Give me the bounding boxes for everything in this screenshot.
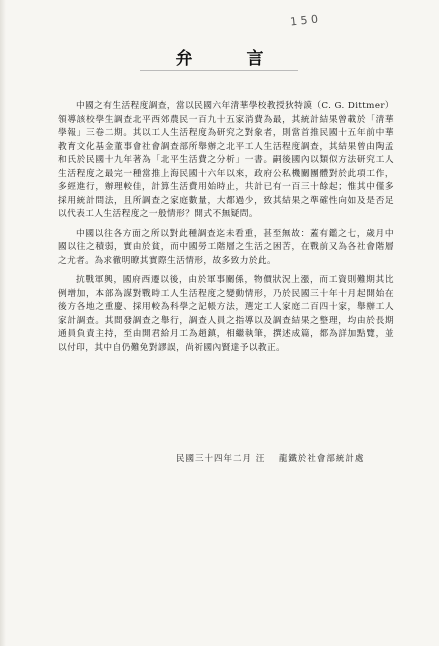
scan-edge-shadow (0, 0, 6, 646)
signature-line (176, 452, 396, 464)
paragraph-2: 中國以往各方面之所以對此種調查迄未看重，甚至無故：蓋有鑑之七，歲月中國以往之積弱，實由於貧，而中國勞工階層之生活之困苦，在戰前又為各社會階層之尤者。為求徹明瞭其實際生活情形，故多致力於此。 (58, 228, 394, 266)
paragraph-3: 抗戰軍興，國府西遷以後，由於軍事關係，物價狀況上漲，而工資則難期其比例增加，本部為謀對戰時工人生活程度之變動情形，乃於民國三十年十月起開始在後方各地之重慶、採用較為科學之記帳方法，選定工人家庭二百四十家，舉辦工人家計調查。其間發調查之舉行，調查人員之指導以及調查結果之整理，均由於長期通員負責主持，至由開君給月工為趙鎮，相繼執筆，撰述成篇，都為詳加點覽，並以付印，其中自仍難免對謬誤，尚祈國內賢達予以教正。 (58, 275, 394, 353)
title-divider (140, 70, 298, 71)
signature-date: 民國三十四年二月 汪 (176, 454, 266, 464)
paragraph-1: 中國之有生活程度調查，當以民國六年清華學校教授狄特謨（C. G. Dittmer）領導該校學生調查北平西郊農民一百九十五家消費為最，其統計結果曾載於「清華學報」三卷二期。其以工人生活程度為研究之對象者，則當首推民國十五年前中華教育文化基金董事會社會調查部所舉辦之北平工人生活程度調查，其結果曾由陶孟和氏於民國十九年著為「北平生活費之分析」一書。嗣後國內以類似方法研究工人生活程度之最完一種當推上海民國十六年以來，政府公私機關團體對於此項工作，多經進行，辦理較佳，計算生活費用始時止，共計已有一百三十餘起；惟其中僅多採用統計問法，且所調查之家庭數量，大都過少，致其結果之準確性向如及是否足以代表工人生活程度之一般情形？開式不無疑問。 (58, 101, 394, 219)
page-title: 弁 言 (175, 49, 288, 69)
preface-body (58, 100, 394, 355)
signature-organization: 龍鐵於社會部統計處 (278, 454, 365, 464)
page-number: 1 5 0 (289, 12, 319, 29)
